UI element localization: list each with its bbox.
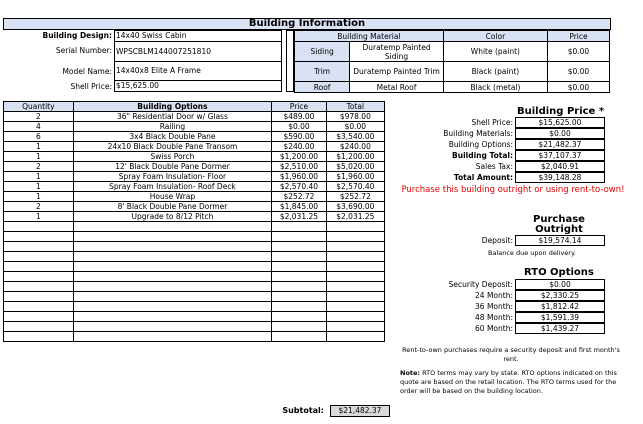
rto-36-label: 36 Month:	[475, 302, 513, 311]
model-value: 14x40x8 Elite A Frame	[114, 61, 282, 81]
table-row	[4, 142, 385, 152]
option-price	[272, 262, 326, 272]
option-name	[73, 262, 272, 272]
option-total	[326, 322, 384, 332]
option-qty	[4, 242, 74, 252]
rto-24-value: $2,330.25	[515, 290, 605, 301]
shell-value: $15,625.00	[114, 80, 282, 92]
option-total	[326, 272, 384, 282]
option-total: $5,020.00	[326, 162, 384, 172]
option-name: House Wrap	[73, 192, 272, 202]
rto-60-label: 60 Month:	[475, 324, 513, 333]
option-total	[326, 312, 384, 322]
option-name	[73, 232, 272, 242]
table-row	[4, 252, 385, 262]
option-total: $240.00	[326, 142, 384, 152]
price-materials-value: $0.00	[515, 128, 605, 139]
price-materials-label: Building Materials:	[443, 129, 513, 138]
option-qty: 1	[4, 192, 74, 202]
rto-36-value: $1,812.42	[515, 301, 605, 312]
mat-part: Roof	[295, 82, 350, 93]
rto-48-label: 48 Month:	[475, 313, 513, 322]
price-shell-value: $15,625.00	[515, 117, 605, 128]
mat-price: $0.00	[547, 82, 609, 93]
materials-spacer	[286, 30, 294, 92]
rto-terms-note	[400, 369, 622, 396]
balance-note: Balance due upon delivery.	[488, 249, 576, 257]
note-label: Note:	[400, 369, 421, 377]
mat-color: Black (paint)	[443, 62, 547, 82]
table-row	[4, 242, 385, 252]
mat-part: Trim	[295, 62, 350, 82]
option-qty: 2	[4, 162, 74, 172]
option-total: $978.00	[326, 112, 384, 122]
option-price: $1,200.00	[272, 152, 326, 162]
option-name: 24x10 Black Double Pane Transom	[73, 142, 272, 152]
price-total-label: Building Total:	[452, 151, 513, 160]
mat-material: Duratemp Painted Trim	[350, 62, 444, 82]
option-name: Railing	[73, 122, 272, 132]
rto-48-value: $1,591.39	[515, 312, 605, 323]
option-total	[326, 222, 384, 232]
table-row	[4, 232, 385, 242]
option-qty: 4	[4, 122, 74, 132]
option-name: 3x4 Black Double Pane	[73, 132, 272, 142]
option-price: $0.00	[272, 122, 326, 132]
table-row	[4, 312, 385, 322]
option-qty: 1	[4, 172, 74, 182]
option-total	[326, 292, 384, 302]
price-amount-value: $39,148.28	[515, 172, 605, 183]
table-row	[4, 192, 385, 202]
option-price	[272, 322, 326, 332]
table-row	[4, 222, 385, 232]
mat-header-color: Color	[443, 31, 547, 42]
serial-label: Serial Number:	[55, 46, 112, 55]
option-price	[272, 222, 326, 232]
option-price	[272, 252, 326, 262]
option-price	[272, 292, 326, 302]
option-qty: 1	[4, 142, 74, 152]
option-total: $3,690.00	[326, 202, 384, 212]
option-name: Spray Foam Insulation- Floor	[73, 172, 272, 182]
option-price: $1,960.00	[272, 172, 326, 182]
table-row	[4, 272, 385, 282]
option-total	[326, 262, 384, 272]
shell-label: Shell Price:	[70, 82, 112, 91]
promo-text: Purchase this building outright or using rent-to-own!	[401, 185, 625, 195]
option-qty: 6	[4, 132, 74, 142]
deposit-label: Deposit:	[481, 236, 513, 245]
design-label: Building Design:	[42, 31, 112, 40]
option-price: $2,570.40	[272, 182, 326, 192]
option-total: $1,200.00	[326, 152, 384, 162]
price-total-value: $37,107.37	[515, 150, 605, 161]
table-row	[4, 322, 385, 332]
option-price: $252.72	[272, 192, 326, 202]
option-total: $2,570.40	[326, 182, 384, 192]
option-total: $1,960.00	[326, 172, 384, 182]
option-name	[73, 242, 272, 252]
option-qty: 2	[4, 112, 74, 122]
price-tax-label: Sales Tax:	[475, 162, 513, 171]
option-qty	[4, 302, 74, 312]
option-total	[326, 232, 384, 242]
materials-table	[294, 30, 610, 93]
option-qty	[4, 292, 74, 302]
subtotal-value: $21,482.37	[330, 405, 390, 417]
option-price	[272, 282, 326, 292]
option-total	[326, 332, 384, 342]
option-total: $252.72	[326, 192, 384, 202]
deposit-value: $19,574.14	[515, 235, 605, 246]
option-price: $590.00	[272, 132, 326, 142]
mat-price: $0.00	[547, 62, 609, 82]
option-price	[272, 272, 326, 282]
mat-header-price: Price	[547, 31, 609, 42]
col-total: Total	[326, 102, 384, 112]
price-options-label: Building Options:	[448, 140, 513, 149]
note-text: RTO terms may vary by state. RTO options indicated on this quote are based on the retail location. The RTO terms used for the order will be based on the building location.	[400, 369, 617, 395]
table-row	[4, 182, 385, 192]
rto-security-label: Security Deposit:	[448, 280, 513, 289]
option-name	[73, 252, 272, 262]
options-table	[3, 101, 385, 342]
mat-header-material: Building Material	[295, 31, 444, 42]
option-total: $2,031.25	[326, 212, 384, 222]
option-name: Swiss Porch	[73, 152, 272, 162]
mat-color: Black (metal)	[443, 82, 547, 93]
mat-price: $0.00	[547, 42, 609, 62]
option-price	[272, 302, 326, 312]
option-name: Upgrade to 8/12 Pitch	[73, 212, 272, 222]
table-row	[4, 162, 385, 172]
rto-60-value: $1,439.27	[515, 323, 605, 334]
option-qty: 1	[4, 212, 74, 222]
table-row	[4, 152, 385, 162]
option-qty	[4, 222, 74, 232]
option-qty: 1	[4, 152, 74, 162]
col-quantity: Quantity	[4, 102, 74, 112]
table-row	[4, 202, 385, 212]
option-qty: 2	[4, 202, 74, 212]
rto-title: RTO Options	[524, 267, 594, 278]
option-total	[326, 302, 384, 312]
option-qty	[4, 322, 74, 332]
table-row	[4, 112, 385, 122]
option-total: $0.00	[326, 122, 384, 132]
price-tax-value: $2,040.91	[515, 161, 605, 172]
option-qty	[4, 262, 74, 272]
table-row	[4, 302, 385, 312]
table-row	[4, 332, 385, 342]
option-name	[73, 272, 272, 282]
option-price: $2,031.25	[272, 212, 326, 222]
rto-requirement-note: Rent-to-own purchases require a security deposit and first month's rent.	[402, 346, 620, 363]
option-qty	[4, 232, 74, 242]
option-name	[73, 302, 272, 312]
col-price: Price	[272, 102, 326, 112]
option-qty	[4, 332, 74, 342]
option-price	[272, 232, 326, 242]
option-qty	[4, 282, 74, 292]
option-name: Spray Foam Insulation- Roof Deck	[73, 182, 272, 192]
option-name	[73, 322, 272, 332]
option-qty	[4, 312, 74, 322]
table-row	[4, 292, 385, 302]
price-options-value: $21,482.37	[515, 139, 605, 150]
option-name	[73, 312, 272, 322]
option-total	[326, 282, 384, 292]
option-qty	[4, 272, 74, 282]
rto-security-value: $0.00	[515, 279, 605, 290]
option-total: $3,540.00	[326, 132, 384, 142]
option-name	[73, 282, 272, 292]
table-row	[4, 172, 385, 182]
option-qty	[4, 252, 74, 262]
option-price: $240.00	[272, 142, 326, 152]
option-total	[326, 242, 384, 252]
subtotal-label: Subtotal:	[282, 406, 324, 415]
option-price	[272, 242, 326, 252]
option-qty: 1	[4, 182, 74, 192]
option-name	[73, 222, 272, 232]
table-row	[4, 282, 385, 292]
serial-value: WPSCBLM144007251810	[114, 41, 282, 62]
purchase-title: Purchase Outright	[533, 214, 585, 235]
mat-material: Duratemp Painted Siding	[350, 42, 444, 62]
model-label: Model Name:	[62, 67, 112, 76]
option-price	[272, 312, 326, 322]
building-price-title: Building Price *	[517, 106, 605, 117]
option-name: 12' Black Double Pane Dormer	[73, 162, 272, 172]
col-building-options: Building Options	[73, 102, 272, 112]
table-row	[4, 122, 385, 132]
price-shell-label: Shell Price:	[471, 118, 513, 127]
option-name	[73, 292, 272, 302]
option-price: $2,510.00	[272, 162, 326, 172]
mat-color: White (paint)	[443, 42, 547, 62]
rto-24-label: 24 Month:	[475, 291, 513, 300]
page-title: Building Information	[3, 18, 611, 30]
option-price: $1,845.00	[272, 202, 326, 212]
mat-part: Siding	[295, 42, 350, 62]
option-name: 36" Residential Door w/ Glass	[73, 112, 272, 122]
option-price: $489.00	[272, 112, 326, 122]
table-row	[4, 262, 385, 272]
option-price	[272, 332, 326, 342]
option-name	[73, 332, 272, 342]
design-value: 14x40 Swiss Cabin	[114, 30, 282, 42]
price-amount-label: Total Amount:	[453, 173, 513, 182]
mat-material: Metal Roof	[350, 82, 444, 93]
option-total	[326, 252, 384, 262]
option-name: 8' Black Double Pane Dormer	[73, 202, 272, 212]
table-row	[4, 132, 385, 142]
table-row	[4, 212, 385, 222]
